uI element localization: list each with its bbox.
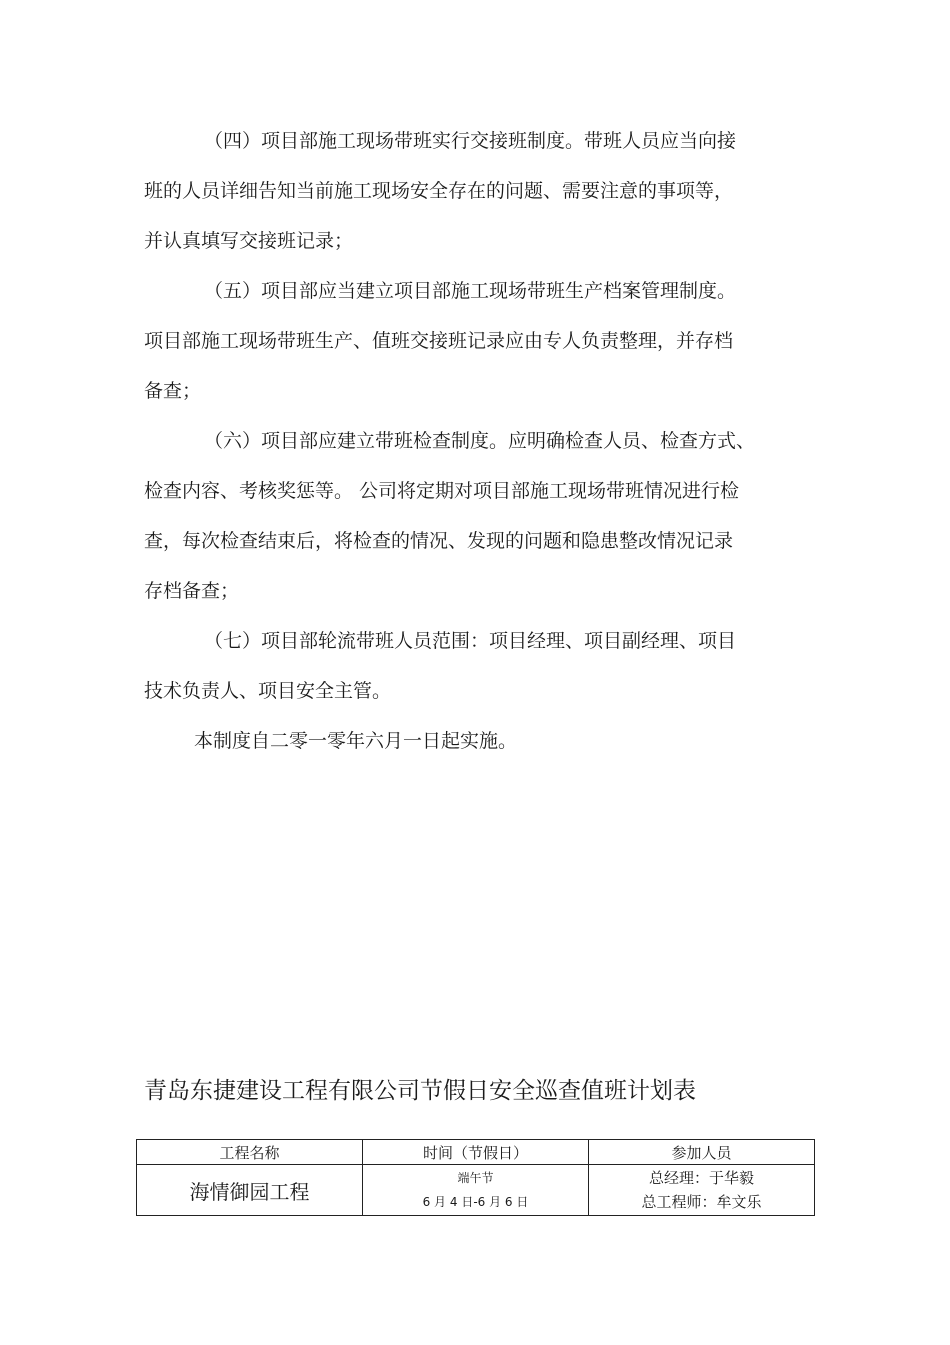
duty-schedule-table bbox=[136, 1139, 815, 1216]
text-line: 本制度自二零一零年六月一日起实施。 bbox=[194, 730, 518, 752]
text-line: （四）项目部施工现场带班实行交接班制度。带班人员应当向接 bbox=[204, 130, 737, 152]
participant-general-manager: 总经理：于华毅 bbox=[648, 1169, 754, 1187]
header-project-name: 工程名称 bbox=[137, 1140, 363, 1165]
text-line: 班的人员详细告知当前施工现场安全存在的问题、需要注意的事项等， bbox=[144, 180, 734, 202]
paragraph-4 bbox=[144, 116, 784, 266]
text-line: 检查内容、考核奖惩等。 公司将定期对项目部施工现场带班情况进行检 bbox=[144, 480, 740, 502]
holiday-name: 端午节 bbox=[457, 1171, 494, 1185]
header-time: 时间（节假日） bbox=[363, 1140, 589, 1165]
text-line: （五）项目部应当建立项目部施工现场带班生产档案管理制度。 bbox=[204, 280, 737, 302]
paragraph-5 bbox=[144, 266, 784, 416]
header-participants: 参加人员 bbox=[589, 1140, 815, 1165]
holiday-dates: 6 月 4 日-6 月 6 日 bbox=[422, 1195, 529, 1209]
participant-chief-engineer: 总工程师：牟文乐 bbox=[641, 1193, 762, 1211]
text-line: （六）项目部应建立带班检查制度。应明确检查人员、检查方式、 bbox=[204, 430, 756, 452]
effective-date-paragraph bbox=[144, 716, 784, 766]
schedule-title: 青岛东捷建设工程有限公司节假日安全巡查值班计划表 bbox=[144, 1078, 696, 1104]
table-row bbox=[137, 1165, 815, 1216]
text-line: 备查； bbox=[144, 380, 202, 402]
text-line: （七）项目部轮流带班人员范围：项目经理、项目副经理、项目 bbox=[204, 630, 737, 652]
text-line: 存档备查； bbox=[144, 580, 240, 602]
text-line: 并认真填写交接班记录； bbox=[144, 230, 354, 252]
paragraph-7 bbox=[144, 616, 784, 716]
cell-time bbox=[363, 1165, 589, 1216]
text-line: 查，每次检查结束后，将检查的情况、发现的问题和隐患整改情况记录 bbox=[144, 530, 734, 552]
text-line: 项目部施工现场带班生产、值班交接班记录应由专人负责整理，并存档 bbox=[144, 330, 734, 352]
table-header-row bbox=[137, 1140, 815, 1165]
cell-participants bbox=[589, 1165, 815, 1216]
text-line: 技术负责人、项目安全主管。 bbox=[144, 680, 392, 702]
cell-project: 海情御园工程 bbox=[137, 1165, 363, 1216]
paragraph-6 bbox=[144, 416, 784, 616]
